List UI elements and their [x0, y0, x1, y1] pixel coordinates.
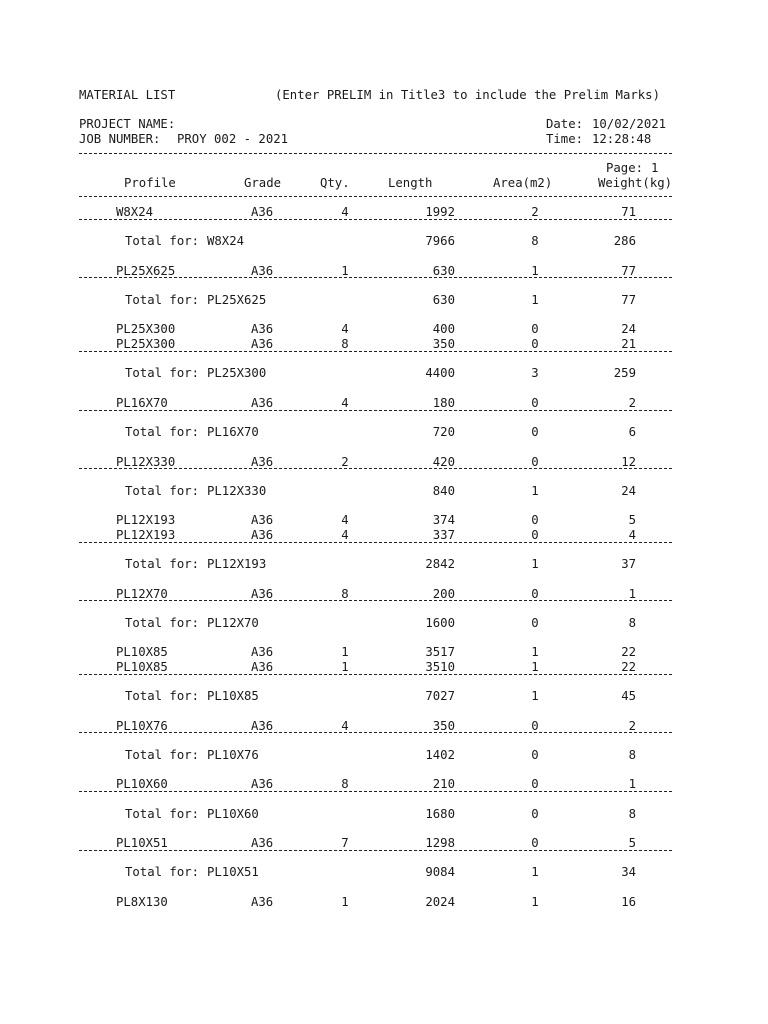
item-qty: 4: [341, 205, 349, 219]
report-title: MATERIAL LIST: [79, 88, 176, 102]
page-label: Page:: [606, 161, 644, 175]
divider: [79, 219, 672, 220]
item-qty: 1: [341, 660, 349, 674]
item-length: 180: [432, 395, 455, 410]
item-length: 400: [432, 322, 455, 337]
total-profile: PL10X60: [207, 806, 259, 821]
total-area: 0: [531, 425, 539, 440]
total-label: Total for:: [125, 425, 200, 440]
divider: [79, 153, 672, 154]
total-weight: 34: [621, 865, 636, 880]
item-profile: PL25X625: [116, 263, 176, 278]
item-grade: A36: [251, 527, 274, 542]
item-area: 0: [531, 777, 539, 792]
item-grade: A36: [251, 645, 274, 660]
total-profile: PL12X193: [207, 557, 267, 572]
total-label: Total for:: [125, 366, 200, 381]
total-profile: PL16X70: [207, 425, 259, 440]
date-value: 10/02/2021: [592, 117, 667, 131]
date-label: Date:: [546, 117, 584, 131]
divider: [79, 791, 672, 792]
total-area: 3: [531, 366, 539, 381]
total-area: 1: [531, 865, 539, 880]
total-length: 1600: [425, 615, 455, 630]
total-area: 1: [531, 557, 539, 572]
total-length: 2842: [425, 557, 455, 572]
item-profile: PL25X300: [116, 337, 176, 352]
total-area: 8: [531, 234, 539, 249]
total-length: 1402: [425, 748, 455, 762]
total-label: Total for:: [125, 557, 200, 572]
total-area: 0: [531, 748, 539, 762]
item-grade: A36: [251, 777, 274, 792]
item-weight: 12: [621, 454, 636, 469]
item-area: 0: [531, 718, 539, 733]
item-length: 420: [432, 454, 455, 469]
item-weight: 1: [628, 777, 636, 792]
total-length: 4400: [425, 366, 455, 381]
item-length: 1298: [425, 836, 455, 851]
col-header-profile: Profile: [124, 176, 176, 190]
item-weight: 5: [628, 513, 636, 528]
item-qty: 1: [341, 645, 349, 660]
item-length: 350: [432, 337, 455, 352]
time-value: 12:28:48: [592, 132, 652, 146]
item-area: 0: [531, 836, 539, 851]
total-area: 0: [531, 615, 539, 630]
item-grade: A36: [251, 836, 274, 851]
item-grade: A36: [251, 337, 274, 352]
total-profile: PL12X70: [207, 615, 259, 630]
total-weight: 37: [621, 557, 636, 572]
item-area: 0: [531, 513, 539, 528]
total-length: 630: [432, 293, 455, 307]
item-profile: PL12X193: [116, 513, 176, 528]
item-qty: 4: [341, 527, 349, 542]
total-profile: PL25X300: [207, 366, 267, 381]
item-weight: 5: [628, 836, 636, 851]
item-profile: PL10X76: [116, 718, 168, 733]
item-weight: 24: [621, 322, 636, 337]
item-qty: 4: [341, 322, 349, 337]
item-profile: PL8X130: [116, 894, 168, 909]
item-profile: PL10X60: [116, 777, 168, 792]
total-weight: 6: [628, 425, 636, 440]
total-weight: 286: [613, 234, 636, 249]
total-length: 7027: [425, 689, 455, 704]
item-grade: A36: [251, 205, 274, 219]
item-grade: A36: [251, 513, 274, 528]
item-length: 200: [432, 586, 455, 601]
item-length: 1992: [425, 205, 455, 219]
item-qty: 7: [341, 836, 349, 851]
total-weight: 8: [628, 615, 636, 630]
divider: [79, 410, 672, 411]
total-label: Total for:: [125, 689, 200, 704]
total-label: Total for:: [125, 293, 200, 307]
divider: [79, 351, 672, 352]
total-length: 840: [432, 483, 455, 498]
total-label: Total for:: [125, 865, 200, 880]
total-profile: PL10X51: [207, 865, 259, 880]
total-area: 1: [531, 689, 539, 704]
total-length: 9084: [425, 865, 455, 880]
item-weight: 71: [621, 205, 636, 219]
item-qty: 4: [341, 513, 349, 528]
col-header-weight: Weight(kg): [598, 176, 673, 190]
total-length: 720: [432, 425, 455, 440]
item-profile: PL12X70: [116, 586, 168, 601]
divider: [79, 674, 672, 675]
time-label: Time:: [546, 132, 584, 146]
item-weight: 16: [621, 894, 636, 909]
total-profile: W8X24: [207, 234, 245, 249]
item-weight: 2: [628, 718, 636, 733]
item-area: 1: [531, 645, 539, 660]
item-grade: A36: [251, 322, 274, 337]
item-profile: W8X24: [116, 205, 154, 219]
item-weight: 22: [621, 645, 636, 660]
total-length: 7966: [425, 234, 455, 249]
total-label: Total for:: [125, 615, 200, 630]
item-profile: PL10X85: [116, 645, 168, 660]
item-grade: A36: [251, 718, 274, 733]
total-weight: 8: [628, 748, 636, 762]
item-profile: PL12X193: [116, 527, 176, 542]
item-grade: A36: [251, 454, 274, 469]
divider: [79, 850, 672, 851]
total-weight: 8: [628, 806, 636, 821]
item-area: 0: [531, 322, 539, 337]
total-profile: PL10X76: [207, 748, 259, 762]
item-qty: 1: [341, 894, 349, 909]
item-qty: 4: [341, 718, 349, 733]
item-qty: 4: [341, 395, 349, 410]
item-profile: PL10X51: [116, 836, 168, 851]
item-weight: 2: [628, 395, 636, 410]
item-area: 0: [531, 454, 539, 469]
item-area: 1: [531, 894, 539, 909]
item-profile: PL10X85: [116, 660, 168, 674]
item-length: 210: [432, 777, 455, 792]
item-grade: A36: [251, 894, 274, 909]
item-weight: 1: [628, 586, 636, 601]
total-length: 1680: [425, 806, 455, 821]
item-length: 337: [432, 527, 455, 542]
item-area: 0: [531, 337, 539, 352]
job-number-value: PROY 002 - 2021: [177, 132, 289, 146]
total-weight: 259: [613, 366, 636, 381]
item-qty: 8: [341, 337, 349, 352]
item-length: 350: [432, 718, 455, 733]
item-area: 1: [531, 660, 539, 674]
item-area: 0: [531, 395, 539, 410]
total-area: 1: [531, 293, 539, 307]
item-qty: 8: [341, 586, 349, 601]
item-qty: 8: [341, 777, 349, 792]
item-grade: A36: [251, 395, 274, 410]
item-length: 3510: [425, 660, 455, 674]
total-profile: PL12X330: [207, 483, 267, 498]
col-header-grade: Grade: [244, 176, 282, 190]
item-grade: A36: [251, 586, 274, 601]
total-weight: 24: [621, 483, 636, 498]
total-area: 1: [531, 483, 539, 498]
total-weight: 77: [621, 293, 636, 307]
item-profile: PL12X330: [116, 454, 176, 469]
item-qty: 1: [341, 263, 349, 278]
total-area: 0: [531, 806, 539, 821]
project-name-label: PROJECT NAME:: [79, 117, 176, 131]
divider: [79, 277, 672, 278]
job-number-label: JOB NUMBER:: [79, 132, 161, 146]
total-profile: PL10X85: [207, 689, 259, 704]
report-note: (Enter PRELIM in Title3 to include the Prelim Marks): [275, 88, 660, 102]
col-header-area: Area(m2): [493, 176, 553, 190]
item-length: 3517: [425, 645, 455, 660]
col-header-qty: Qty.: [320, 176, 350, 190]
item-grade: A36: [251, 263, 274, 278]
item-weight: 21: [621, 337, 636, 352]
total-label: Total for:: [125, 748, 200, 762]
item-profile: PL25X300: [116, 322, 176, 337]
total-profile: PL25X625: [207, 293, 267, 307]
divider: [79, 468, 672, 469]
page-number: 1: [651, 161, 659, 175]
divider: [79, 600, 672, 601]
item-grade: A36: [251, 660, 274, 674]
item-length: 630: [432, 263, 455, 278]
col-header-length: Length: [388, 176, 433, 190]
item-weight: 22: [621, 660, 636, 674]
item-length: 374: [432, 513, 455, 528]
item-area: 0: [531, 527, 539, 542]
item-length: 2024: [425, 894, 455, 909]
item-profile: PL16X70: [116, 395, 168, 410]
divider: [79, 196, 672, 197]
item-weight: 4: [628, 527, 636, 542]
item-qty: 2: [341, 454, 349, 469]
item-area: 2: [531, 205, 539, 219]
total-label: Total for:: [125, 234, 200, 249]
item-area: 0: [531, 586, 539, 601]
divider: [79, 542, 672, 543]
item-area: 1: [531, 263, 539, 278]
item-weight: 77: [621, 263, 636, 278]
total-label: Total for:: [125, 483, 200, 498]
total-weight: 45: [621, 689, 636, 704]
divider: [79, 732, 672, 733]
total-label: Total for:: [125, 806, 200, 821]
